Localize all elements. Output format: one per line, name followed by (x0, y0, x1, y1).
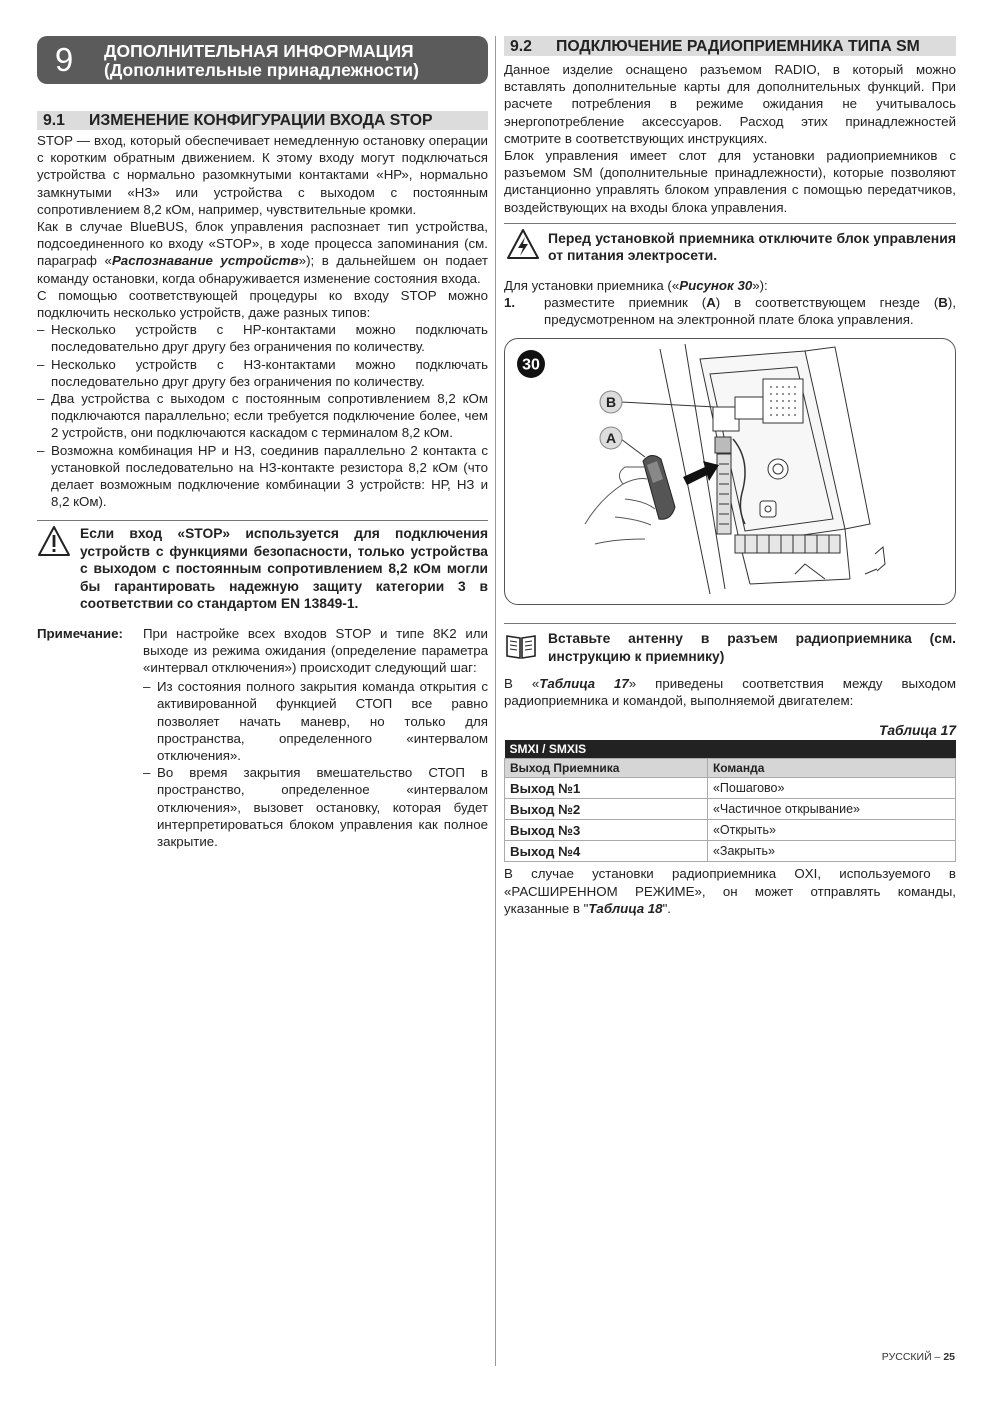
section-number: 9.1 (43, 112, 65, 129)
book-icon (504, 630, 538, 662)
note-label: Примечание: (37, 625, 123, 641)
book-note-box (504, 623, 956, 665)
footer-separator: – (931, 1351, 944, 1363)
table-row (505, 841, 956, 862)
paragraph (37, 218, 488, 287)
section-9-2-heading (504, 36, 956, 56)
step-text (544, 294, 956, 328)
list-item: – Несколько устройств с НЗ-контактами можно подключать последовательно друг другу без ограничения по количеству. (37, 356, 488, 390)
table-row (505, 778, 956, 799)
text-run: »): (752, 277, 768, 293)
chapter-title-line1: ДОПОЛНИТЕЛЬНАЯ ИНФОРМАЦИЯ (104, 41, 414, 61)
warning-text: Перед установкой приемника отключите блок управления от питания электросети. (548, 229, 956, 264)
warning-text: Если вход «STOP» используется для подключения устройств с функциями безопасности, только устройства с выходом с постоянным сопротивлением 8,2 кОм могли бы гарантировать надежную защиту категории 3 в соответствии со стандартом EN 13849-1. (80, 526, 488, 612)
text-run: »); в дальнейшем он подает команду остановки, когда обнаруживается изменение состояния входа. (37, 253, 488, 286)
paragraph (504, 865, 956, 917)
receiver-installation-illustration (505, 339, 956, 604)
text-run: В « (504, 676, 540, 692)
column-divider (495, 36, 496, 1366)
list-item: – Возможна комбинация НР и НЗ, соединив параллельно 2 контакта с установкой последовательно на НЗ-контакте резистора 8,2 кОм (что делает возможным подключение комбинации 3 устройств: НР, НЗ и 8,2 кОм). (37, 442, 488, 511)
step-number: 1. (504, 294, 516, 310)
warning-box (37, 520, 488, 612)
warning-box (504, 223, 956, 265)
chapter-number: 9 (54, 41, 74, 78)
paragraph (504, 675, 956, 709)
table-title: SMXI / SMXIS (505, 740, 956, 759)
left-column (37, 36, 488, 850)
note-block (37, 625, 488, 851)
text-run: Для установки приемника (« (504, 277, 680, 293)
paragraph: STOP — вход, который обеспечивает немедленную остановку операции с коротким обратным движением. К этому входу могут подключаться устройства с нормально разомкнутыми контактами «НР», нормально замкнутыми «НЗ» или устройства с выходом с постоянным сопротивлением 8,2 кОм, например, чувствительные кромки. (37, 133, 488, 217)
figure-reference: Рисунок 30 (679, 277, 753, 293)
table-reference: Таблица 18 (588, 900, 663, 916)
section-title: ПОДКЛЮЧЕНИЕ РАДИОПРИЕМНИКА ТИПА SM (556, 38, 920, 55)
text-run: ". (662, 900, 671, 916)
table-row (505, 799, 956, 820)
bullet-list (37, 321, 488, 510)
table-cell: Выход №2 (505, 799, 708, 820)
table-caption: Таблица 17 (878, 723, 956, 739)
text-run: разместите приемник ( (544, 294, 707, 310)
table-cell: «Открыть» (707, 820, 955, 841)
figure-number: 30 (522, 356, 540, 374)
table-cell: Выход №4 (505, 841, 708, 862)
table-header: Выход Приемника (505, 759, 708, 778)
paragraph: Блок управления имеет слот для установки радиоприемников с разъемом SM (дополнительные принадлежности), которые позволяют дистанционно управлять блоком управления с помощью передатчиков, воздействующих на входы блока управления. (504, 148, 956, 215)
note-text: При настройке всех входов STOP и типе 8K2 или выходе из режима ожидания (определение параметра «интервал отключения») происходит следующий шаг: (143, 625, 488, 675)
table-cell: «Пошагово» (707, 778, 955, 799)
right-column (504, 36, 956, 917)
step-1 (504, 294, 956, 328)
list-item: – Два устройства с выходом с постоянным сопротивлением 8,2 кОм подключаются параллельно; если требуется подключение более, чем 2 устройств, они подключаются каскадом с терминалом 8,2 кОм. (37, 390, 488, 442)
chapter-title-line2: (Дополнительные принадлежности) (104, 60, 419, 80)
label-a-ref: A (706, 294, 716, 310)
page-number: 25 (943, 1351, 955, 1363)
chapter-title (104, 42, 419, 80)
note-bullet-list (143, 678, 488, 850)
page-footer (882, 1351, 955, 1363)
list-item: – Из состояния полного закрытия команда открытия с активированной функцией СТОП все равно позволяет начать маневр, но только для пространства, определенного «интервалом отключения». (143, 678, 488, 764)
cross-reference-link: Распознавание устройств (111, 253, 299, 269)
table-cell: Выход №1 (505, 778, 708, 799)
label-b-ref: B (938, 294, 948, 310)
table-cell: «Закрыть» (707, 841, 955, 862)
paragraph: С помощью соответствующей процедуры ко входу STOP можно подключить несколько устройств, даже разных типов: (37, 287, 488, 321)
text-run: ), предусмотренном на электронной плате блока управления. (544, 294, 957, 328)
footer-language: РУССКИЙ (881, 1351, 932, 1363)
list-item: – Несколько устройств с НР-контактами можно подключать последовательно друг другу без ограничения по количеству. (37, 321, 488, 355)
paragraph: Данное изделие оснащено разъемом RADIO, в который можно вставлять дополнительные карты для дополнительных функций. При расчете потребления в режиме ожидания не учитывалось энергопотребление аксессуаров. Расход этих принадлежностей смотрите в соответствующих инструкциях. (504, 62, 956, 146)
electric-shock-icon (506, 228, 540, 260)
section-9-1-heading (37, 111, 488, 130)
chapter-header (37, 36, 488, 84)
receiver-output-table (504, 740, 956, 862)
table-row (505, 820, 956, 841)
section-number: 9.2 (510, 38, 532, 55)
figure-30 (504, 338, 956, 605)
text-run: В случае установки радиоприемника OXI, используемого в «РАСШИРЕННОМ РЕЖИМЕ», он может отправлять команды, указанные в " (504, 866, 956, 916)
table-cell: «Частичное открывание» (707, 799, 955, 820)
table-cell: Выход №3 (505, 820, 708, 841)
figure-label-a: A (605, 430, 617, 447)
section-title: ИЗМЕНЕНИЕ КОНФИГУРАЦИИ ВХОДА STOP (89, 112, 433, 129)
text-run: ) в соответствующем гнезде ( (715, 294, 939, 310)
list-item: – Во время закрытия вмешательство СТОП в пространство, определенное «интервалом отключения», вызовет остановку, которая будет интерпретироваться блоком управления как полное закрытие. (143, 764, 488, 850)
table-reference: Таблица 17 (539, 676, 629, 692)
text-run: Как в случае BlueBUS, блок управления распознает тип устройства, подсоединенного ко входу «STOP», в ходе процесса запоминания (см. параграф « (37, 219, 488, 269)
figure-label-b: B (605, 394, 617, 411)
book-note-text: Вставьте антенну в разъем радиоприемника (см. инструкцию к приемнику) (548, 631, 956, 664)
text-run: » приведены соответствия между выходом радиоприемника и командой, выполняемой двигателем: (504, 676, 956, 709)
warning-icon (37, 525, 71, 557)
paragraph (504, 277, 956, 294)
table-header: Команда (707, 759, 955, 778)
